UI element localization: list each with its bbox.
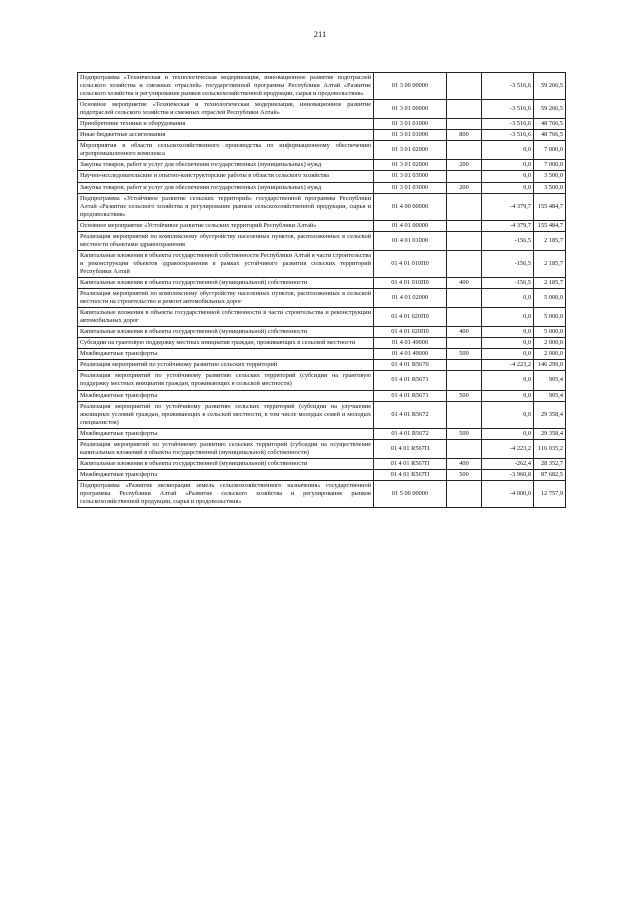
table-row	[78, 360, 566, 371]
row-total-cell: 5 000,0	[534, 327, 566, 338]
row-type-cell	[447, 401, 482, 428]
row-total-cell: 905,4	[534, 390, 566, 401]
row-change-cell: -3 516,6	[482, 130, 534, 141]
row-change-cell: -4 223,2	[482, 360, 534, 371]
row-type-cell	[447, 220, 482, 231]
row-type-cell	[447, 193, 482, 220]
row-total-cell: 2 000,0	[534, 349, 566, 360]
row-name-cell: Межбюджетные трансферты	[78, 349, 374, 360]
row-change-cell: -262,4	[482, 458, 534, 469]
table-row	[78, 182, 566, 193]
row-code-cell: 01 4 01 R5671	[374, 390, 447, 401]
page-number: 211	[313, 29, 327, 39]
table-row	[78, 401, 566, 428]
row-name-cell: Иные бюджетные ассигнования	[78, 130, 374, 141]
table-row	[78, 73, 566, 100]
row-change-cell: -156,5	[482, 231, 534, 250]
row-change-cell: 0,0	[482, 141, 534, 160]
row-code-cell: 01 4 01 010П0	[374, 277, 447, 288]
table-row	[78, 327, 566, 338]
table-row	[78, 231, 566, 250]
row-change-cell: -4 379,7	[482, 220, 534, 231]
row-change-cell: -4 379,7	[482, 193, 534, 220]
row-total-cell: 146 299,0	[534, 360, 566, 371]
row-total-cell: 48 766,5	[534, 130, 566, 141]
budget-table	[77, 72, 566, 508]
row-name-cell: Реализация мероприятий по комплексному обустройству населенных пунктов, расположенных в сельской местности объектами здравоохранения	[78, 231, 374, 250]
row-total-cell: 7 000,0	[534, 141, 566, 160]
row-total-cell: 2 185,7	[534, 250, 566, 277]
row-change-cell: 0,0	[482, 327, 534, 338]
row-total-cell: 7 000,0	[534, 160, 566, 171]
row-code-cell: 01 3 01 03000	[374, 171, 447, 182]
row-code-cell: 01 4 01 R5671	[374, 371, 447, 390]
row-total-cell: 2 000,0	[534, 338, 566, 349]
row-name-cell: Межбюджетные трансферты	[78, 428, 374, 439]
row-code-cell: 01 3 01 03000	[374, 182, 447, 193]
row-type-cell	[447, 439, 482, 458]
row-code-cell: 01 4 01 R567П	[374, 458, 447, 469]
row-code-cell: 01 4 01 R5672	[374, 428, 447, 439]
row-code-cell: 01 3 01 01000	[374, 130, 447, 141]
row-total-cell: 12 757,9	[534, 480, 566, 507]
row-name-cell: Реализация мероприятий по устойчивому развитию сельских территорий (субсидии на осуществление капитальных вложений в объекты государственной (муниципальной) собственности)	[78, 439, 374, 458]
table-row	[78, 171, 566, 182]
row-total-cell: 155 484,7	[534, 193, 566, 220]
row-change-cell: -3 516,6	[482, 119, 534, 130]
row-change-cell: -156,5	[482, 277, 534, 288]
row-total-cell: 5 000,0	[534, 289, 566, 308]
row-code-cell: 01 4 01 01000	[374, 231, 447, 250]
row-code-cell: 01 3 01 00000	[374, 100, 447, 119]
row-name-cell: Капитальные вложения в объекты государственной (муниципальной) собственности	[78, 327, 374, 338]
row-name-cell: Реализация мероприятий по устойчивому развитию сельских территорий	[78, 360, 374, 371]
table-row	[78, 390, 566, 401]
table-row	[78, 289, 566, 308]
row-total-cell: 116 035,2	[534, 439, 566, 458]
row-name-cell: Подпрограмма «Техническая и технологическая модернизация, инновационное развитие подотраслей сельского хозяйства и смежных отраслей» государственной программы Республики Алтай «Развитие сельского хозяйства и регулирование рынков сельскохозяйственной продукции, сырья и продовольствия»	[78, 73, 374, 100]
row-change-cell: 0,0	[482, 289, 534, 308]
row-type-cell	[447, 480, 482, 507]
row-code-cell: 01 4 01 00000	[374, 220, 447, 231]
row-change-cell: -3 516,6	[482, 100, 534, 119]
row-type-cell: 400	[447, 277, 482, 288]
row-total-cell: 59 266,5	[534, 73, 566, 100]
row-total-cell: 5 000,0	[534, 308, 566, 327]
row-total-cell: 2 185,7	[534, 277, 566, 288]
row-change-cell: 0,0	[482, 390, 534, 401]
row-name-cell: Закупка товаров, работ и услуг для обеспечения государственных (муниципальных) нужд	[78, 182, 374, 193]
row-change-cell: -4 223,2	[482, 439, 534, 458]
row-code-cell: 01 4 01 49000	[374, 338, 447, 349]
row-type-cell: 400	[447, 458, 482, 469]
row-change-cell: 0,0	[482, 160, 534, 171]
table-row	[78, 428, 566, 439]
table-row	[78, 480, 566, 507]
row-name-cell: Субсидии на грантовую поддержку местных инициатив граждан, проживающих в сельской местности	[78, 338, 374, 349]
row-code-cell: 01 3 00 00000	[374, 73, 447, 100]
row-code-cell: 01 3 01 02000	[374, 141, 447, 160]
table-row	[78, 130, 566, 141]
row-name-cell: Приобретение техники и оборудования	[78, 119, 374, 130]
row-type-cell: 200	[447, 182, 482, 193]
row-name-cell: Подпрограмма «Развитие мелиорации земель сельскохозяйственного назначения» государственной программы Республики Алтай «Развитие сельского хозяйства и регулирование рынков сельскохозяйственной продукции, сырья и продовольствия»	[78, 480, 374, 507]
row-code-cell: 01 4 01 02000	[374, 289, 447, 308]
row-total-cell: 29 358,4	[534, 428, 566, 439]
table-row	[78, 469, 566, 480]
row-change-cell: 0,0	[482, 401, 534, 428]
row-name-cell: Закупка товаров, работ и услуг для обеспечения государственных (муниципальных) нужд	[78, 160, 374, 171]
row-code-cell: 01 5 00 00000	[374, 480, 447, 507]
table-row	[78, 277, 566, 288]
row-change-cell: 0,0	[482, 182, 534, 193]
row-name-cell: Капитальные вложения в объекты государственной (муниципальной) собственности	[78, 458, 374, 469]
row-name-cell: Мероприятия в области сельскохозяйственного производства по информационному обеспечению агропромышленного комплекса	[78, 141, 374, 160]
row-type-cell: 500	[447, 469, 482, 480]
row-code-cell: 01 4 01 R567П	[374, 439, 447, 458]
row-total-cell: 29 358,4	[534, 401, 566, 428]
row-type-cell	[447, 119, 482, 130]
row-type-cell	[447, 141, 482, 160]
row-name-cell: Основное мероприятие «Устойчивое развитие сельских территорий Республики Алтай»	[78, 220, 374, 231]
row-name-cell: Капитальные вложения в объекты государственной (муниципальной) собственности	[78, 277, 374, 288]
row-type-cell	[447, 73, 482, 100]
row-type-cell: 800	[447, 130, 482, 141]
table-row	[78, 250, 566, 277]
row-type-cell	[447, 371, 482, 390]
table-row	[78, 119, 566, 130]
row-type-cell	[447, 171, 482, 182]
row-total-cell: 59 266,5	[534, 100, 566, 119]
row-name-cell: Основное мероприятие «Техническая и технологическая модернизация, инновационное развитие подотраслей сельского хозяйства и смежных отраслей Республики Алтай»	[78, 100, 374, 119]
table-row	[78, 308, 566, 327]
row-change-cell: -3 516,6	[482, 73, 534, 100]
row-type-cell: 500	[447, 349, 482, 360]
row-change-cell: 0,0	[482, 308, 534, 327]
row-code-cell: 01 4 01 020П0	[374, 327, 447, 338]
row-name-cell: Межбюджетные трансферты	[78, 390, 374, 401]
row-change-cell: 0,0	[482, 338, 534, 349]
table-row	[78, 100, 566, 119]
table-row	[78, 439, 566, 458]
row-total-cell: 48 766,5	[534, 119, 566, 130]
row-change-cell: 0,0	[482, 428, 534, 439]
row-change-cell: 0,0	[482, 349, 534, 360]
row-name-cell: Реализация мероприятий по устойчивому развитию сельских территорий (субсидии на улучшение жилищных условий граждан, проживающих в сельской местности, в том числе молодых семей и молодых специалистов)	[78, 401, 374, 428]
table-row	[78, 220, 566, 231]
row-type-cell	[447, 100, 482, 119]
table-row	[78, 338, 566, 349]
row-total-cell: 905,4	[534, 371, 566, 390]
row-code-cell: 01 4 00 00000	[374, 193, 447, 220]
row-code-cell: 01 4 01 49000	[374, 349, 447, 360]
row-type-cell	[447, 289, 482, 308]
row-name-cell: Капитальные вложения в объекты государственной собственности в части строительства и реконструкции автомобильных дорог	[78, 308, 374, 327]
table-row	[78, 193, 566, 220]
row-total-cell: 87 682,5	[534, 469, 566, 480]
row-name-cell: Межбюджетные трансферты	[78, 469, 374, 480]
row-code-cell: 01 4 01 R567П	[374, 469, 447, 480]
row-change-cell: -156,5	[482, 250, 534, 277]
row-code-cell: 01 4 01 020П0	[374, 308, 447, 327]
row-type-cell: 200	[447, 160, 482, 171]
row-type-cell	[447, 308, 482, 327]
row-type-cell	[447, 231, 482, 250]
table-row	[78, 371, 566, 390]
row-total-cell: 2 185,7	[534, 231, 566, 250]
row-name-cell: Подпрограмма «Устойчивое развитие сельских территорий» государственной программы Республики Алтай «Развитие сельского хозяйства и регулирование рынков сельскохозяйственной продукции, сырья и продовольствия»	[78, 193, 374, 220]
row-change-cell: 0,0	[482, 171, 534, 182]
row-code-cell: 01 3 01 02000	[374, 160, 447, 171]
row-name-cell: Реализация мероприятий по устойчивому развитию сельских территорий (субсидии на грантовую поддержку местных инициатив граждан, проживающих в сельской местности)	[78, 371, 374, 390]
row-type-cell: 500	[447, 428, 482, 439]
row-change-cell: -3 960,8	[482, 469, 534, 480]
row-type-cell: 500	[447, 390, 482, 401]
table-row	[78, 458, 566, 469]
row-type-cell: 400	[447, 327, 482, 338]
row-code-cell: 01 4 01 R5672	[374, 401, 447, 428]
row-total-cell: 3 500,0	[534, 182, 566, 193]
row-type-cell	[447, 250, 482, 277]
row-code-cell: 01 4 01 010П0	[374, 250, 447, 277]
row-name-cell: Капитальные вложения в объекты государственной собственности Республики Алтай в части строительства и реконструкции объектов здравоохранения в рамках устойчивого развития сельских территорий Республики Алтай	[78, 250, 374, 277]
row-code-cell: 01 4 01 R5670	[374, 360, 447, 371]
row-change-cell: 0,0	[482, 371, 534, 390]
row-name-cell: Научно-исследовательские и опытно-конструкторские работы в области сельского хозяйства	[78, 171, 374, 182]
row-type-cell	[447, 338, 482, 349]
table-row	[78, 160, 566, 171]
row-total-cell: 28 352,7	[534, 458, 566, 469]
row-code-cell: 01 3 01 01000	[374, 119, 447, 130]
row-change-cell: -4 000,0	[482, 480, 534, 507]
table-row	[78, 349, 566, 360]
row-total-cell: 3 500,0	[534, 171, 566, 182]
table-row	[78, 141, 566, 160]
row-name-cell: Реализация мероприятий по комплексному обустройству населенных пунктов, расположенных в сельской местности на строительство и ремонт автомобильных дорог	[78, 289, 374, 308]
row-total-cell: 155 484,7	[534, 220, 566, 231]
row-type-cell	[447, 360, 482, 371]
